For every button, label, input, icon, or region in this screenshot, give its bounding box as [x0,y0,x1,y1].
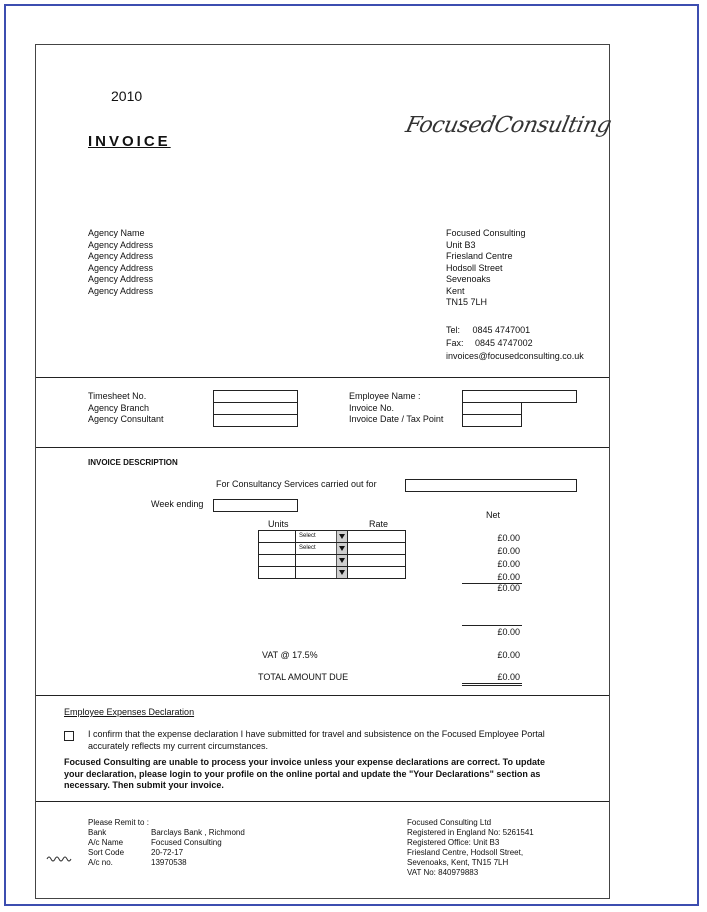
net-value: £0.00 [497,559,520,569]
company-address-line: Sevenoaks [446,274,491,284]
agency-consultant-field[interactable] [213,414,298,427]
net-value: £0.00 [497,533,520,543]
table-row [259,531,406,543]
unit-type-select[interactable] [296,567,348,579]
rate-cell[interactable] [348,531,406,543]
vat-value: £0.00 [497,650,520,660]
consultancy-client-field[interactable] [405,479,577,492]
table-row [259,543,406,555]
net-value: £0.00 [497,546,520,556]
remit-values [151,828,245,868]
net-value: £0.00 [497,583,520,593]
expenses-heading: Employee Expenses Declaration [64,707,195,717]
remit-value: Barclays Bank , Richmond [151,828,245,837]
rate-cell[interactable] [348,543,406,555]
unit-type-select[interactable] [296,531,348,543]
details-right-labels [349,391,443,426]
chevron-down-icon[interactable] [336,555,347,566]
company-address-line: TN15 7LH [446,297,488,307]
company-address-block [446,228,526,309]
company-logo: FocusedConsulting [403,113,614,138]
confirm-line: accurately reflects my current circumstances. [88,740,269,751]
agency-address-line: Agency Name [88,228,145,238]
net-value: £0.00 [497,572,520,582]
section-divider [36,695,609,696]
invoice-year: 2010 [111,88,143,104]
subtotal-value: £0.00 [497,627,520,637]
remit-heading: Please Remit to : [88,818,149,827]
registered-line: VAT No: 840979883 [407,868,479,877]
unit-type-select[interactable] [296,555,348,567]
company-fax [446,338,533,350]
company-tel [446,325,530,337]
chevron-down-icon[interactable] [336,531,347,542]
invoice-date-label: Invoice Date / Tax Point [349,414,444,424]
chevron-down-icon[interactable] [336,567,347,578]
rate-cell[interactable] [348,567,406,579]
week-ending-field[interactable] [213,499,298,512]
confirm-line: I confirm that the expense declaration I have submitted for travel and subsistence on the Focused Employee Portal [88,729,545,739]
table-row [259,567,406,579]
unit-type-select[interactable] [296,543,348,555]
registered-line: Friesland Centre, Hodsoll Street, [407,848,524,857]
invoice-page [35,44,614,899]
remit-label: A/c Name [88,838,124,847]
agency-address-line: Agency Address [88,285,154,296]
total-underline [462,683,522,684]
registered-line: Focused Consulting Ltd [407,818,492,827]
notice-line: your declaration, please login to your profile on the online portal and update the "Your Declarations" section as [64,768,541,779]
tel-label: Tel: [446,325,461,335]
employee-name-label: Employee Name : [349,391,421,401]
units-cell[interactable] [259,531,296,543]
invoice-date-field[interactable] [462,414,522,427]
week-ending-label: Week ending [151,499,204,509]
registered-company-block [407,818,534,878]
section-divider [36,447,609,448]
company-email: invoices@focusedconsulting.co.uk [446,351,584,361]
agency-consultant-label: Agency Consultant [88,414,164,424]
agency-address-line: Agency Address [88,251,154,261]
company-address-line: Kent [446,285,465,296]
net-header: Net [486,510,501,520]
rate-header: Rate [369,519,389,529]
invoice-no-label: Invoice No. [349,402,395,413]
select-label: Select [299,545,316,551]
remit-label: A/c no. [88,858,113,867]
registered-line: Registered in England No: 5261541 [407,828,534,837]
remit-value: Focused Consulting [151,838,222,847]
agency-address-line: Agency Address [88,239,154,250]
timesheet-label: Timesheet No. [88,391,147,401]
total-label: TOTAL AMOUNT DUE [258,672,349,682]
vat-label: VAT @ 17.5% [262,650,318,660]
net-underline [462,583,522,584]
chevron-down-icon[interactable] [336,543,347,554]
company-address-line: Hodsoll Street [446,262,503,273]
units-cell[interactable] [259,555,296,567]
fax-number: 0845 4747002 [475,338,533,348]
agency-address-line: Agency Address [88,274,154,284]
company-address-line: Focused Consulting [446,228,526,238]
company-address-line: Unit B3 [446,239,476,250]
consultancy-label: For Consultancy Services carried out for [216,479,377,489]
confirm-declaration-checkbox[interactable] [64,731,74,741]
total-double-underline [462,685,522,686]
page-title: INVOICE [88,133,171,150]
squiggle-icon [46,854,72,862]
registered-line: Registered Office: Unit B3 [407,838,500,847]
remit-value: 13970538 [151,858,187,867]
agency-address-line: Agency Address [88,262,154,273]
line-items-table [258,530,406,579]
remit-label: Sort Code [88,848,125,857]
details-left-labels [88,391,164,426]
fax-label: Fax: [446,338,464,348]
total-value: £0.00 [497,672,520,682]
notice-line: necessary. Then submit your invoice. [64,780,224,790]
confirm-text [88,729,545,752]
registered-line: Sevenoaks, Kent, TN15 7LH [407,858,509,867]
select-label: Select [299,533,316,539]
agency-address-block [88,228,153,297]
invoice-description-heading: INVOICE DESCRIPTION [88,458,178,467]
company-address-line: Friesland Centre [446,251,513,261]
remit-labels [88,828,124,868]
units-cell[interactable] [259,543,296,555]
table-row [259,555,406,567]
signature-mark [46,854,72,864]
units-cell[interactable] [259,567,296,579]
section-divider [36,801,609,802]
net-values-column [462,533,520,596]
declaration-notice [64,757,545,792]
agency-branch-label: Agency Branch [88,402,150,413]
section-divider [36,377,609,378]
notice-line: Focused Consulting are unable to process your invoice unless your expense declarations are correct. To update [64,757,545,767]
subtotal-line [462,625,522,626]
rate-cell[interactable] [348,555,406,567]
tel-number: 0845 4747001 [472,325,531,335]
remit-value: 20-72-17 [151,848,184,857]
remit-label: Bank [88,828,107,837]
units-header: Units [268,519,289,529]
